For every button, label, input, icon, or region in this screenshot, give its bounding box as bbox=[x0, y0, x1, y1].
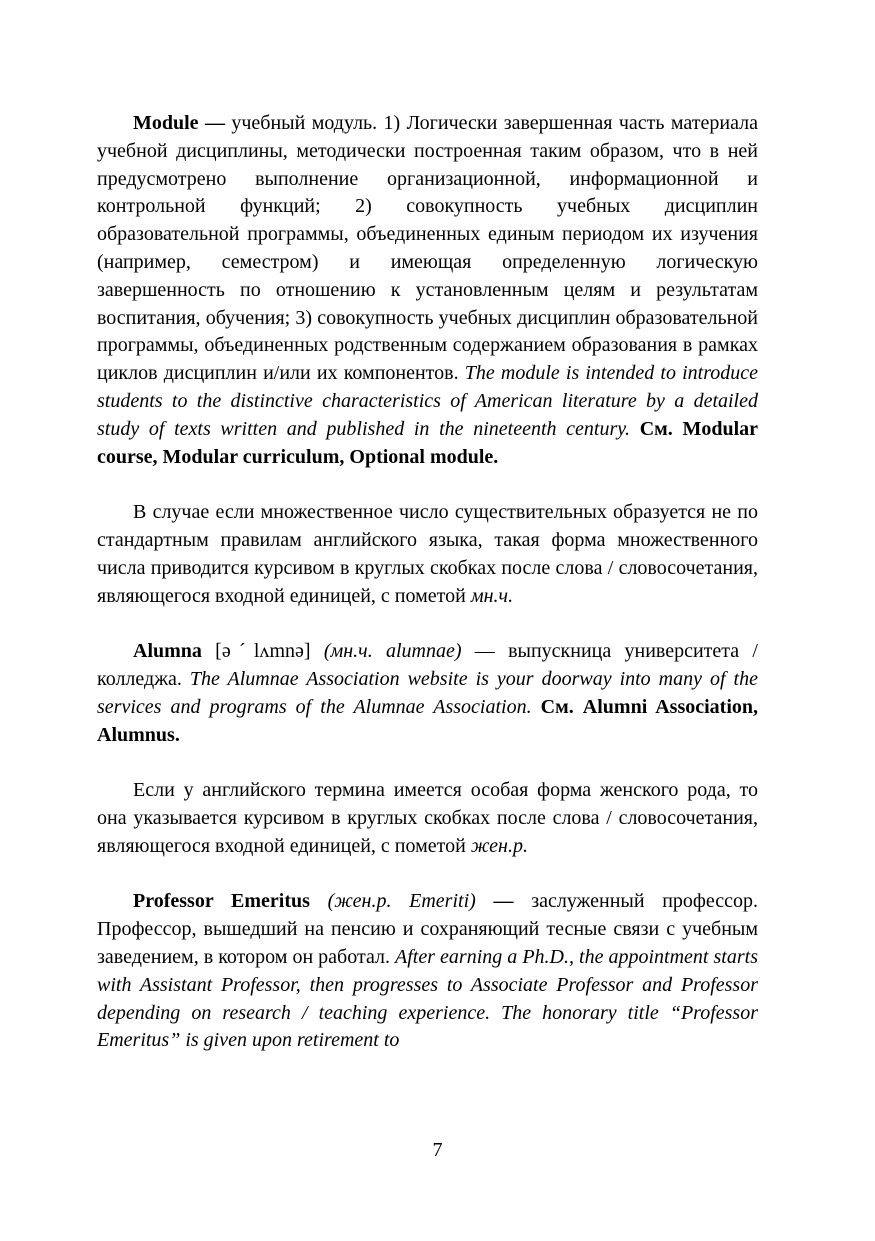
feminine-note-mark: жен.р. bbox=[470, 834, 528, 857]
feminine-note-text: Если у английского термина имеется особая форма женского рода, то она указывается курсивом в круглых скобках после слова / словосочетания, являющегося входной единицей, с пометой bbox=[97, 779, 758, 857]
dash: — bbox=[475, 890, 532, 913]
plural-note bbox=[97, 499, 758, 610]
example-alumna: The Alumnae Association website is your doorway into many of the services and programs of the Alumnae Association. bbox=[97, 667, 758, 718]
page-body bbox=[97, 110, 758, 1055]
definition-alumna: — выпускница университета / колледжа. bbox=[97, 640, 758, 690]
entry-module bbox=[97, 110, 758, 471]
example-module: The module is intended to introduce students to the distinctive characteristics of American literature by a detailed study of texts written and published in the nineteenth century. bbox=[97, 362, 758, 440]
plural-note-text: В случае если множественное число существительных образуется не по стандартным правилам английского языка, такая форма множественного числа приводится курсивом в круглых скобках после слова / словосочетания, являющегося входной единицей, с пометой bbox=[97, 501, 758, 607]
grammar-note-professor-emeritus: (жен.р. Emeriti) bbox=[327, 890, 476, 913]
definition-module: учебный модуль. 1) Логически завершенная часть материала учебной дисциплины, методически построенная таким образом, что в ней предусмотрено выполнение организационной, информационной и контрольной функций; 2) совокупность учебных дисциплин образовательной программы, объединенных единым периодом их изучения (например, семестром) и имеющая определенную логическую завершенность по отношению к установленным целям и результатам воспитания, обучения; 3) совокупность учебных дисциплин образовательной программы, объединенных родственным содержанием образования в рамках циклов дисциплин и/или их компонентов. bbox=[97, 112, 758, 385]
dash: — bbox=[198, 112, 232, 134]
see-also-alumna: См. Alumni Association, Alumnus. bbox=[97, 695, 759, 746]
entry-alumna bbox=[97, 638, 758, 749]
headword-alumna: Alumna bbox=[133, 640, 202, 663]
page-number: 7 bbox=[432, 1139, 443, 1161]
entry-professor-emeritus bbox=[97, 888, 758, 1055]
grammar-note-alumna: (мн.ч. alumnae) bbox=[323, 640, 462, 663]
definition-professor-emeritus: заслуженный профессор. Профессор, вышедший на пенсию и сохраняющий тесные связи с учебным заведением, в котором он работал. bbox=[97, 890, 759, 968]
example-professor-emeritus: After earning a Ph.D., the appointment starts with Assistant Professor, then progresses to Associate Professor and Professor depending on research / teaching experience. The honorary title “Professor Emeritus” is given upon retirement to bbox=[97, 945, 758, 1052]
transcription-alumna: [əˊlʌmnə] bbox=[201, 640, 324, 663]
headword-module: Module bbox=[133, 112, 199, 134]
plural-note-mark: мн.ч. bbox=[470, 584, 514, 607]
feminine-note bbox=[97, 777, 758, 860]
see-also-module: См. Modular course, Modular curriculum, Optional module. bbox=[97, 417, 759, 468]
headword-professor-emeritus: Professor Emeritus bbox=[133, 890, 310, 913]
